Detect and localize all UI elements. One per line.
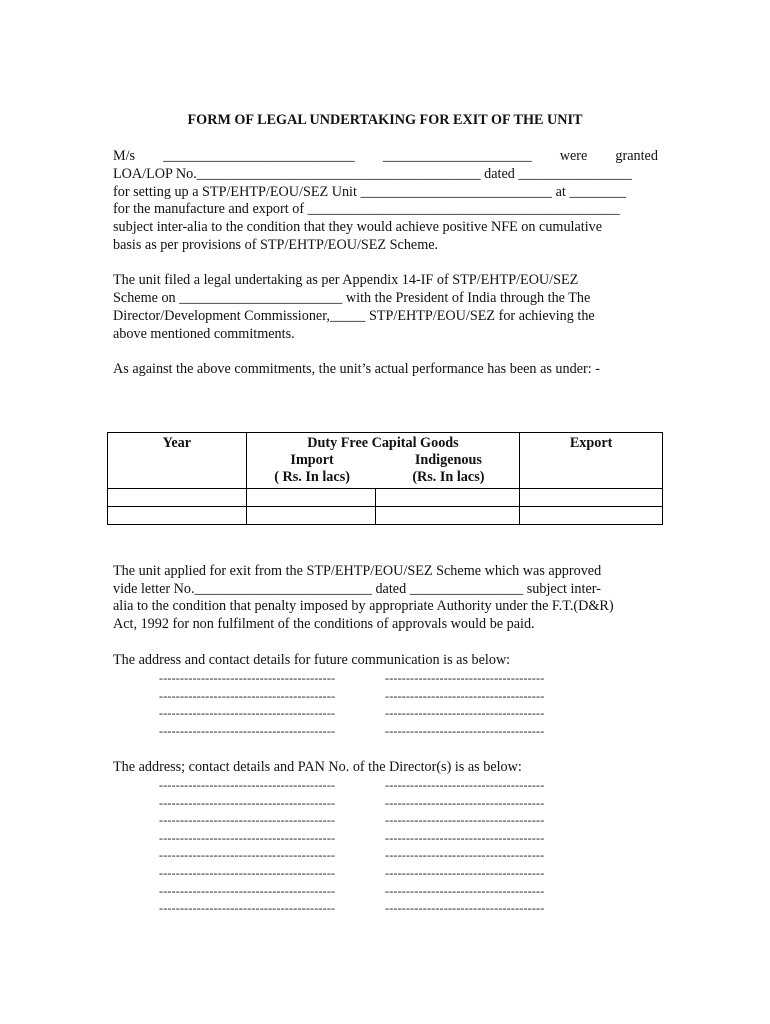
dashed-field-left[interactable]: ------------------------------------------ xyxy=(159,778,336,792)
para2-line3: Director/Development Commissioner,_____ STP/EHTP/EOU/SEZ for achieving the xyxy=(113,308,595,324)
company-name-blank[interactable]: ___________________________ xyxy=(163,148,355,164)
dashed-field-left[interactable]: ------------------------------------------ xyxy=(159,706,336,721)
dashed-field-right[interactable]: -------------------------------------- xyxy=(385,883,545,898)
table-cell[interactable] xyxy=(246,507,376,525)
indigenous-header: Indigenous xyxy=(414,452,482,468)
table-cell[interactable] xyxy=(520,507,663,525)
para1-line1 xyxy=(113,147,658,165)
para1-line5: subject inter-alia to the condition that they would achieve positive NFE on cumulative xyxy=(113,219,603,235)
dashed-field-left[interactable]: ------------------------------------------ xyxy=(159,723,336,738)
dashed-field-right[interactable]: -------------------------------------- xyxy=(385,671,545,685)
para4-line1: The unit applied for exit from the STP/EHTP/EOU/SEZ Scheme which was approved xyxy=(113,563,602,579)
dfcg-header xyxy=(246,433,520,489)
import-unit: ( Rs. In lacs) xyxy=(274,469,350,485)
dashed-field-left[interactable]: ------------------------------------------ xyxy=(159,795,336,810)
ms-label: M/s xyxy=(113,148,136,164)
dashed-field-left[interactable]: ------------------------------------------ xyxy=(159,813,336,828)
dashed-field-right[interactable]: -------------------------------------- xyxy=(385,778,545,792)
company-name-blank-2[interactable]: _____________________ xyxy=(382,148,532,164)
dashed-field-left[interactable]: ------------------------------------------ xyxy=(159,671,336,685)
dashed-field-left[interactable]: ------------------------------------------ xyxy=(159,688,336,703)
para2-line4: above mentioned commitments. xyxy=(113,326,295,342)
table-cell[interactable] xyxy=(376,507,520,525)
dashed-field-left[interactable]: ------------------------------------------ xyxy=(159,901,336,916)
para5: The address and contact details for future communication is as below: xyxy=(113,652,511,668)
dashed-field-left[interactable]: ------------------------------------------ xyxy=(159,830,336,845)
dashed-field-right[interactable]: -------------------------------------- xyxy=(385,901,545,916)
indigenous-unit: (Rs. In lacs) xyxy=(412,469,485,485)
dashed-field-right[interactable]: -------------------------------------- xyxy=(385,795,545,810)
import-header: Import xyxy=(290,452,334,468)
para1-line4: for the manufacture and export of ____________________________________________ xyxy=(113,201,620,217)
para2-line2: Scheme on _______________________ with the President of India through the The xyxy=(113,290,591,306)
year-header xyxy=(108,433,247,489)
para4-line3: alia to the condition that penalty imposed by appropriate Authority under the F.T.(D&R) xyxy=(113,598,614,614)
year-header-label: Year xyxy=(162,435,192,451)
dfcg-header-label: Duty Free Capital Goods xyxy=(307,435,459,451)
table-row xyxy=(108,489,663,507)
export-header-label: Export xyxy=(569,435,613,451)
table-cell[interactable] xyxy=(246,489,376,507)
dashed-field-right[interactable]: -------------------------------------- xyxy=(385,866,545,880)
table-cell[interactable] xyxy=(520,489,663,507)
dashed-field-right[interactable]: -------------------------------------- xyxy=(385,813,545,828)
para3: As against the above commitments, the unit’s actual performance has been as under: - xyxy=(113,361,600,377)
table-cell[interactable] xyxy=(108,507,247,525)
table-header-row xyxy=(108,433,663,489)
dashed-field-left[interactable]: ------------------------------------------ xyxy=(159,848,336,863)
para6: The address; contact details and PAN No. of the Director(s) is as below: xyxy=(113,759,522,775)
table-cell[interactable] xyxy=(108,489,247,507)
export-header xyxy=(520,433,663,489)
were-text: were xyxy=(559,148,588,164)
para1-line6: basis as per provisions of STP/EHTP/EOU/SEZ Scheme. xyxy=(113,237,439,253)
dashed-field-right[interactable]: -------------------------------------- xyxy=(385,723,545,738)
para4-line4: Act, 1992 for non fulfilment of the conditions of approvals would be paid. xyxy=(113,616,535,632)
dashed-field-right[interactable]: -------------------------------------- xyxy=(385,830,545,845)
para4-line2: vide letter No._________________________ dated ________________ subject inter- xyxy=(113,581,601,597)
dashed-field-left[interactable]: ------------------------------------------ xyxy=(159,866,336,880)
performance-table xyxy=(107,432,663,525)
dashed-field-right[interactable]: -------------------------------------- xyxy=(385,848,545,863)
granted-text: granted xyxy=(615,148,658,164)
dfcg-subheader xyxy=(247,452,520,486)
table-row xyxy=(108,507,663,525)
table-cell[interactable] xyxy=(376,489,520,507)
para2-line1: The unit filed a legal undertaking as per Appendix 14-IF of STP/EHTP/EOU/SEZ xyxy=(113,272,579,288)
dashed-field-right[interactable]: -------------------------------------- xyxy=(385,688,545,703)
dashed-field-left[interactable]: ------------------------------------------ xyxy=(159,883,336,898)
para1-line2: LOA/LOP No.________________________________________ dated ________________ xyxy=(113,166,632,182)
dashed-field-right[interactable]: -------------------------------------- xyxy=(385,706,545,721)
form-title: FORM OF LEGAL UNDERTAKING FOR EXIT OF THE UNIT xyxy=(187,112,583,128)
para1-line3: for setting up a STP/EHTP/EOU/SEZ Unit ___________________________ at ________ xyxy=(113,184,627,200)
